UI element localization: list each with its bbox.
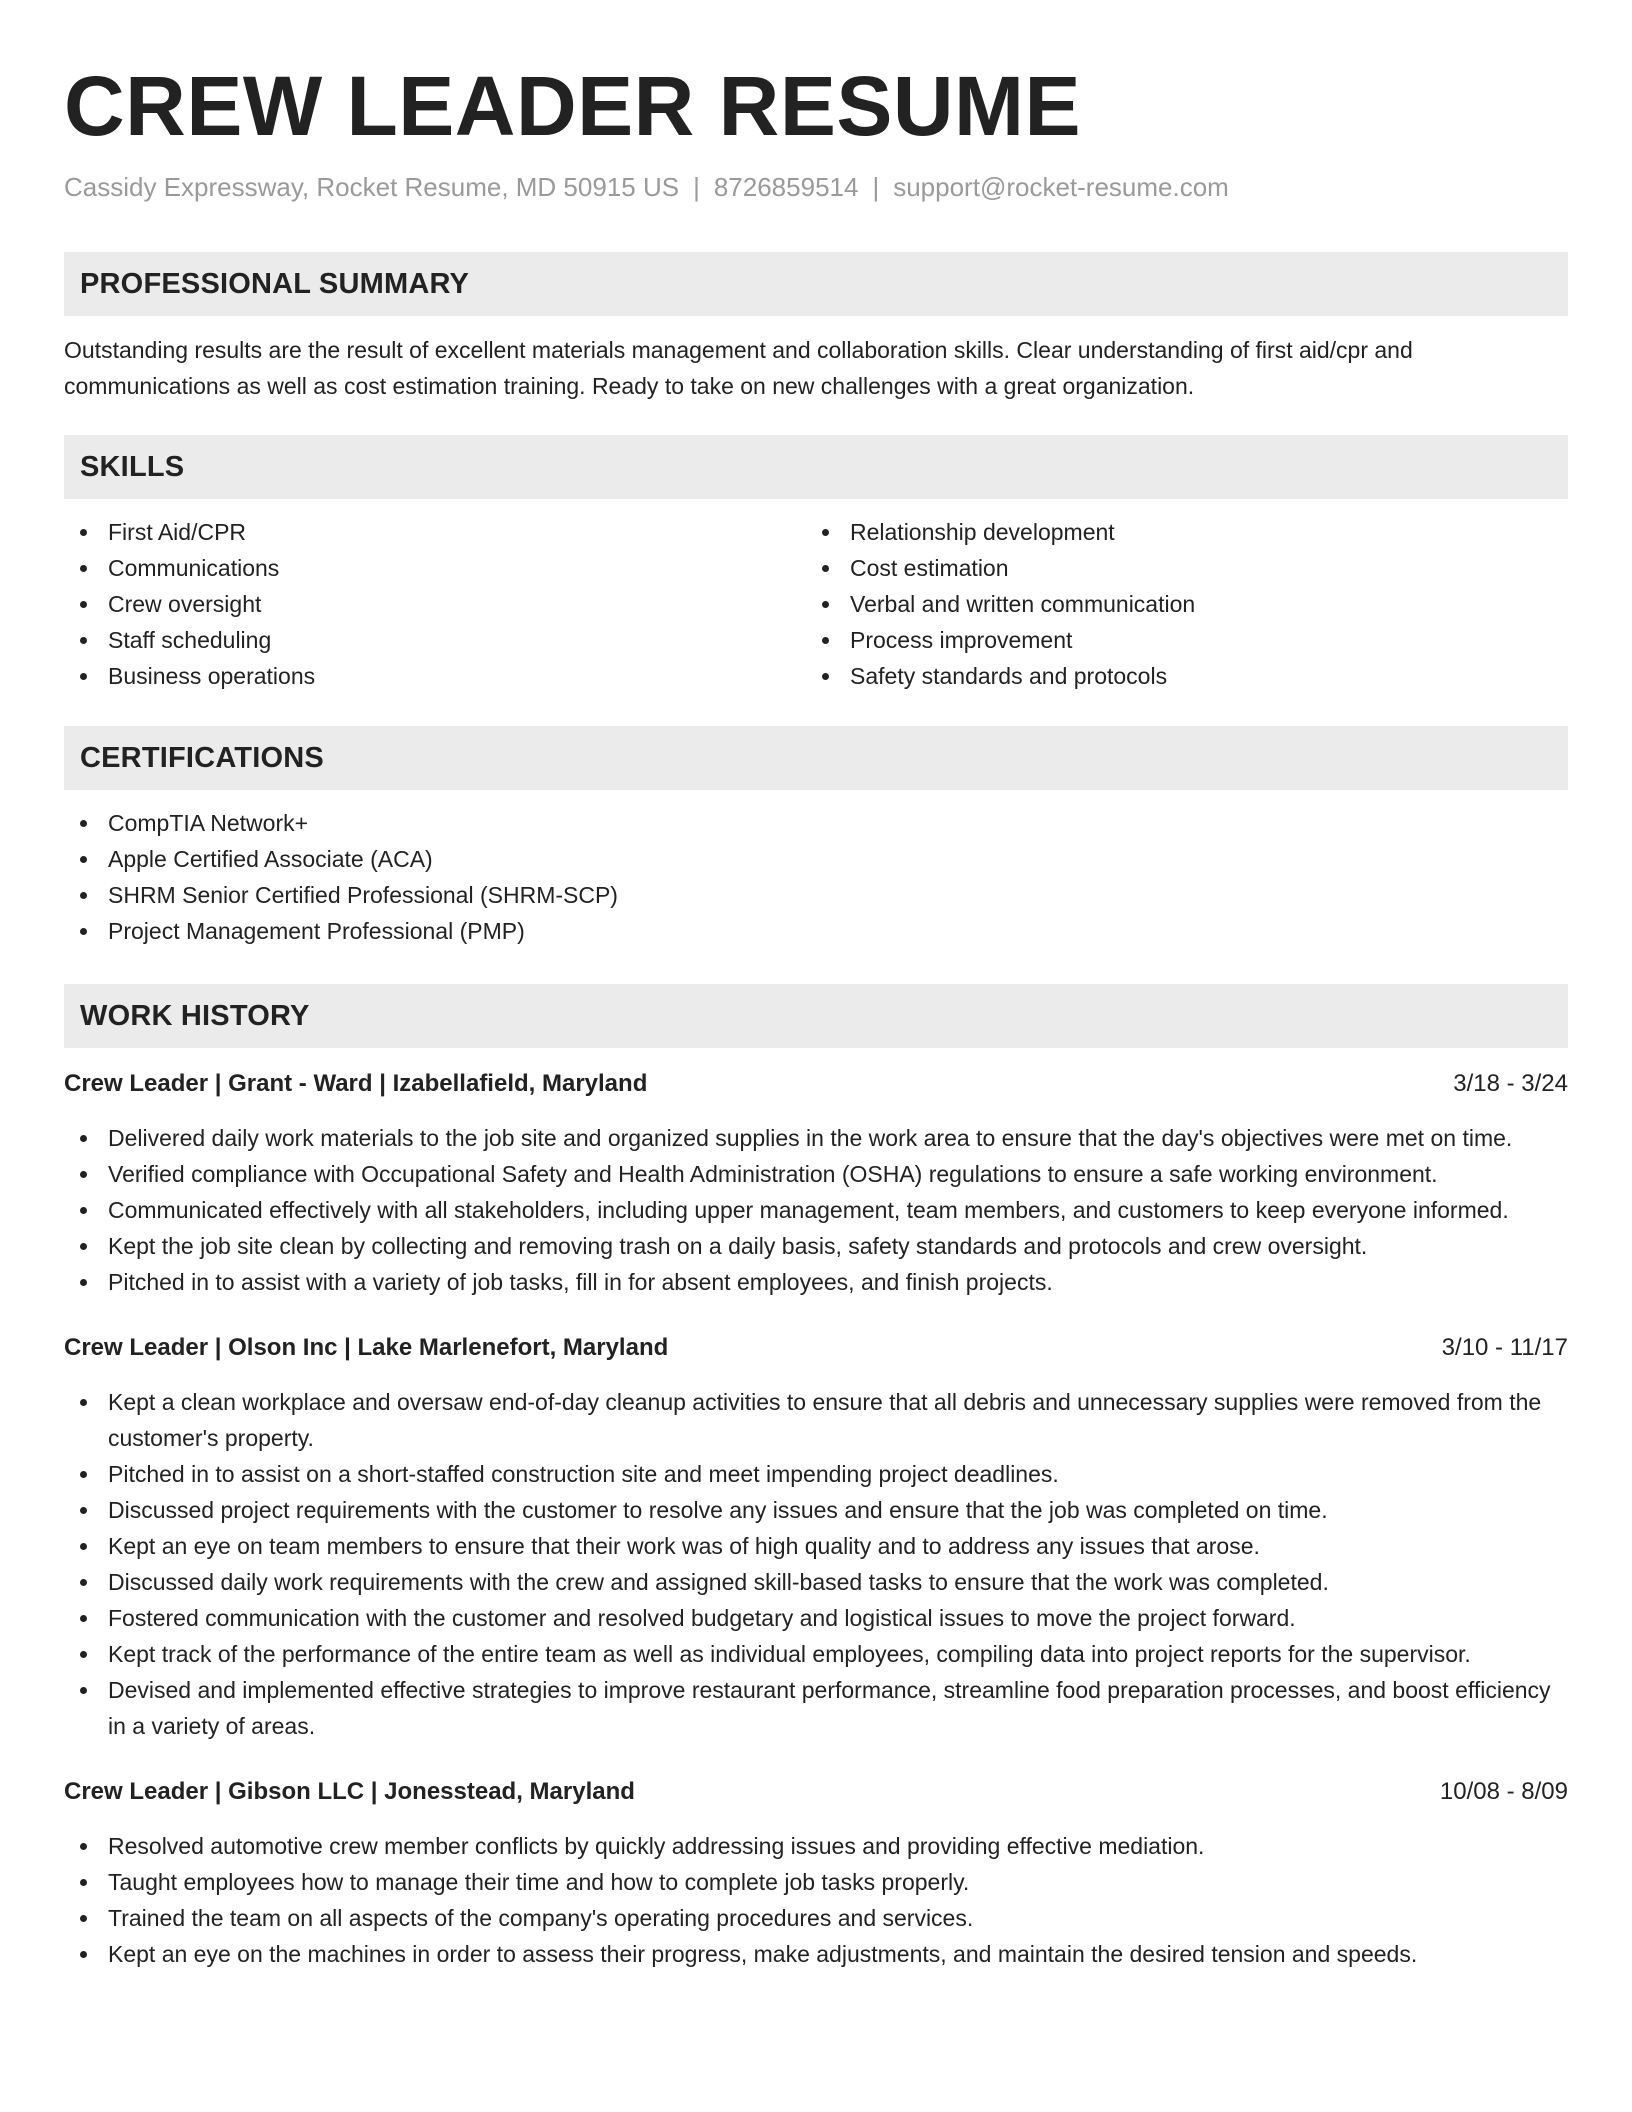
section-header-work-history: WORK HISTORY xyxy=(64,984,1568,1048)
job-bullet-list xyxy=(64,1120,1568,1300)
job-bullet: Communicated effectively with all stakeholders, including upper management, team members, and customers to keep everyone informed. xyxy=(64,1192,1568,1228)
contact-separator: | xyxy=(872,172,880,202)
summary-text: Outstanding results are the result of excellent materials management and collaboration skills. Clear understanding of first aid/cpr and communications as well as cost estimation training. Ready to take on new challenges with a great organization. xyxy=(64,337,1413,399)
job-dates: 3/18 - 3/24 xyxy=(1453,1070,1568,1097)
skills-columns xyxy=(64,514,1568,694)
job-bullet: Resolved automotive crew member conflicts by quickly addressing issues and providing effective mediation. xyxy=(64,1828,1568,1864)
job-bullet: Kept a clean workplace and oversaw end-of-day cleanup activities to ensure that all debris and unnecessary supplies were removed from the customer's property. xyxy=(64,1384,1568,1456)
skill-item: Business operations xyxy=(64,658,806,694)
certification-item: SHRM Senior Certified Professional (SHRM-SCP) xyxy=(64,877,1568,913)
job-bullet: Trained the team on all aspects of the company's operating procedures and services. xyxy=(64,1900,1568,1936)
certifications-list xyxy=(64,805,1568,949)
skill-item: Cost estimation xyxy=(806,550,1548,586)
job-bullet: Kept an eye on team members to ensure that their work was of high quality and to address any issues that arose. xyxy=(64,1528,1568,1564)
section-header-certifications: CERTIFICATIONS xyxy=(64,726,1568,790)
skill-item: Relationship development xyxy=(806,514,1548,550)
job-bullet: Pitched in to assist with a variety of job tasks, fill in for absent employees, and finish projects. xyxy=(64,1264,1568,1300)
resume-page xyxy=(64,58,1568,1972)
job-dates: 3/10 - 11/17 xyxy=(1441,1334,1568,1361)
skill-item: Staff scheduling xyxy=(64,622,806,658)
contact-separator: | xyxy=(693,172,700,202)
skill-item: First Aid/CPR xyxy=(64,514,806,550)
job-bullet-list xyxy=(64,1828,1568,1972)
job-bullet: Kept an eye on the machines in order to assess their progress, make adjustments, and maintain the desired tension and speeds. xyxy=(64,1936,1568,1972)
job-entry xyxy=(64,1775,1568,1972)
certification-item: Apple Certified Associate (ACA) xyxy=(64,841,1568,877)
skill-item: Crew oversight xyxy=(64,586,806,622)
section-header-skills: SKILLS xyxy=(64,435,1568,499)
job-bullet: Discussed daily work requirements with the crew and assigned skill-based tasks to ensure that the work was completed. xyxy=(64,1564,1568,1600)
contact-line xyxy=(64,170,1568,204)
skill-item: Process improvement xyxy=(806,622,1548,658)
job-bullet: Kept track of the performance of the entire team as well as individual employees, compiling data into project reports for the supervisor. xyxy=(64,1636,1568,1672)
section-header-professional-summary: PROFESSIONAL SUMMARY xyxy=(64,252,1568,316)
resume-title: CREW LEADER RESUME xyxy=(64,59,1082,153)
job-bullet: Devised and implemented effective strategies to improve restaurant performance, streamline food preparation processes, and boost efficiency in a variety of areas. xyxy=(64,1672,1568,1744)
skills-list-right xyxy=(806,514,1548,694)
job-bullet: Taught employees how to manage their time and how to complete job tasks properly. xyxy=(64,1864,1568,1900)
job-bullet: Pitched in to assist on a short-staffed construction site and meet impending project deadlines. xyxy=(64,1456,1568,1492)
job-header xyxy=(64,1775,1568,1809)
job-bullet: Kept the job site clean by collecting and removing trash on a daily basis, safety standards and protocols and crew oversight. xyxy=(64,1228,1568,1264)
job-bullet: Delivered daily work materials to the job site and organized supplies in the work area to ensure that the day's objectives were met on time. xyxy=(64,1120,1568,1156)
job-title: Crew Leader | Gibson LLC | Jonesstead, Maryland xyxy=(64,1778,635,1805)
skill-item: Verbal and written communication xyxy=(806,586,1548,622)
job-entry xyxy=(64,1331,1568,1744)
job-bullet: Fostered communication with the customer and resolved budgetary and logistical issues to move the project forward. xyxy=(64,1600,1568,1636)
job-header xyxy=(64,1331,1568,1365)
contact-email[interactable]: support@rocket-resume.com xyxy=(893,172,1229,202)
contact-address: Cassidy Expressway, Rocket Resume, MD 50915 US xyxy=(64,172,680,202)
job-dates: 10/08 - 8/09 xyxy=(1439,1778,1568,1805)
job-bullet-list xyxy=(64,1384,1568,1744)
certification-item: Project Management Professional (PMP) xyxy=(64,913,1568,949)
job-title: Crew Leader | Grant - Ward | Izabellafield, Maryland xyxy=(64,1070,648,1097)
certification-item: CompTIA Network+ xyxy=(64,805,1568,841)
skills-list-left xyxy=(64,514,806,694)
job-bullet: Verified compliance with Occupational Safety and Health Administration (OSHA) regulations to ensure a safe working environment. xyxy=(64,1156,1568,1192)
job-bullet: Discussed project requirements with the customer to resolve any issues and ensure that the job was completed on time. xyxy=(64,1492,1568,1528)
skill-item: Safety standards and protocols xyxy=(806,658,1548,694)
skill-item: Communications xyxy=(64,550,806,586)
job-header xyxy=(64,1067,1568,1101)
job-entry xyxy=(64,1067,1568,1300)
job-title: Crew Leader | Olson Inc | Lake Marlenefort, Maryland xyxy=(64,1334,669,1361)
contact-phone: 8726859514 xyxy=(713,172,859,202)
